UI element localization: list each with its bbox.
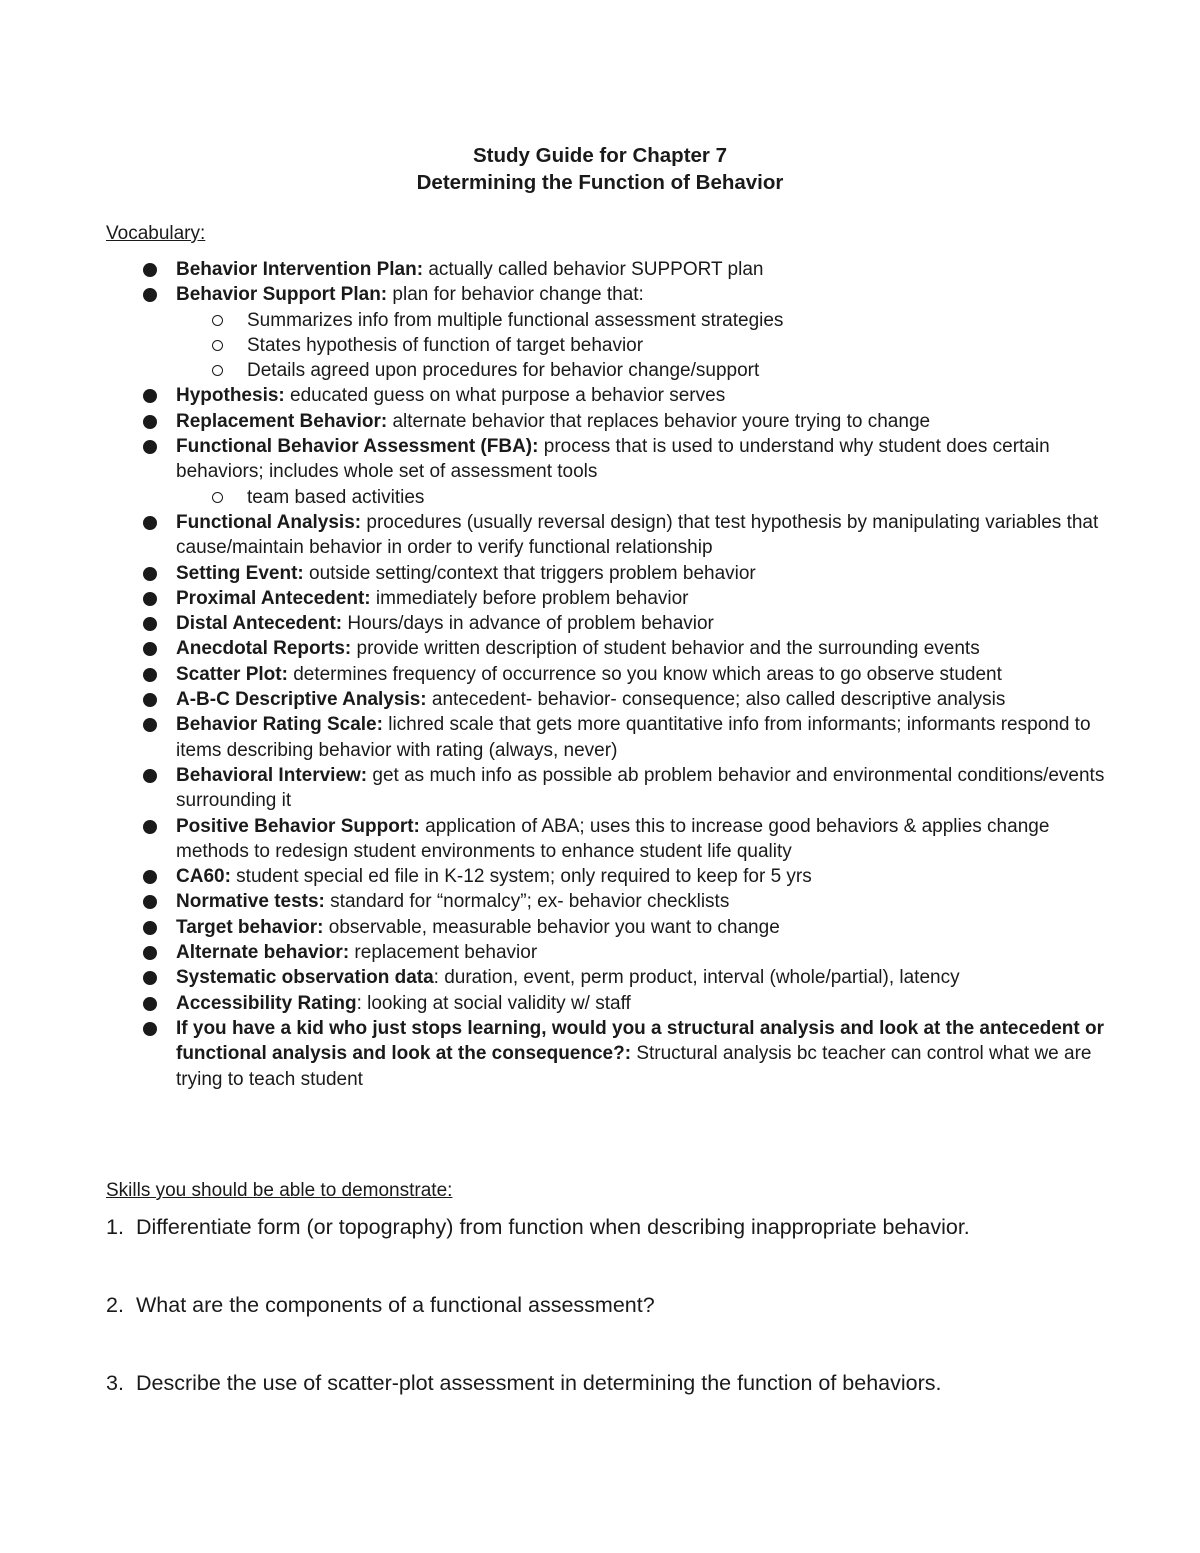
skill-number: 3. xyxy=(106,1371,124,1395)
hollow-circle-icon xyxy=(212,365,223,376)
vocab-definition: immediately before problem behavior xyxy=(370,587,689,609)
vocab-definition: application of ABA; uses this to increase good behaviors & applies change methods to redesign student environments to enhance student life quality xyxy=(176,815,1050,862)
vocab-item xyxy=(106,991,1106,1016)
skill-item xyxy=(106,1212,1106,1242)
vocab-item xyxy=(106,257,1106,282)
vocab-definition: Structural analysis bc teacher can control what we are trying to teach student xyxy=(176,1043,1092,1090)
vocab-item xyxy=(106,814,1106,865)
vocab-item xyxy=(106,611,1106,636)
vocab-item xyxy=(106,915,1106,940)
vocab-term: CA60: xyxy=(176,866,231,888)
bullet-icon xyxy=(143,820,157,834)
vocab-item xyxy=(106,940,1106,965)
vocab-term: Setting Event: xyxy=(176,562,304,584)
vocab-sublist xyxy=(176,485,1106,510)
vocab-term: Positive Behavior Support: xyxy=(176,815,420,837)
vocab-subitem-text: Details agreed upon procedures for behavior change/support xyxy=(247,360,760,382)
vocab-item xyxy=(106,763,1106,814)
hollow-circle-icon xyxy=(212,340,223,351)
vocab-sublist xyxy=(176,308,1106,384)
vocab-term: Behavior Support Plan: xyxy=(176,284,388,306)
bullet-icon xyxy=(143,389,157,403)
bullet-icon xyxy=(143,870,157,884)
vocab-definition: antecedent- behavior- consequence; also called descriptive analysis xyxy=(426,689,1006,711)
vocab-term: Scatter Plot: xyxy=(176,663,288,685)
bullet-icon xyxy=(143,592,157,606)
vocab-definition: determines frequency of occurrence so you know which areas to go observe student xyxy=(287,663,1002,685)
vocabulary-list xyxy=(106,257,1106,1092)
vocab-item xyxy=(106,636,1106,661)
vocab-definition: process that is used to understand why student does certain behaviors; includes whole set of assessment tools xyxy=(176,436,1050,483)
vocab-term: Normative tests: xyxy=(176,891,325,913)
vocab-definition: educated guess on what purpose a behavior serves xyxy=(284,385,726,407)
bullet-icon xyxy=(143,440,157,454)
vocab-term: Behavioral Interview: xyxy=(176,764,368,786)
vocabulary-heading: Vocabulary: xyxy=(106,223,206,244)
vocab-definition: student special ed file in K-12 system; only required to keep for 5 yrs xyxy=(230,866,812,888)
title-line-1: Study Guide for Chapter 7 xyxy=(473,144,727,167)
bullet-icon xyxy=(143,567,157,581)
vocab-term: Behavior Rating Scale: xyxy=(176,714,383,736)
bullet-icon xyxy=(143,921,157,935)
vocab-item xyxy=(106,965,1106,990)
vocab-definition: observable, measurable behavior you want to change xyxy=(323,916,780,938)
vocab-definition: get as much info as possible ab problem behavior and environmental conditions/events surrounding it xyxy=(176,764,1105,812)
vocab-subitem xyxy=(176,333,1106,358)
vocab-term: Behavior Intervention Plan: xyxy=(176,259,424,280)
bullet-icon xyxy=(143,263,157,277)
vocab-term: Alternate behavior: xyxy=(176,942,350,964)
vocab-item xyxy=(106,1016,1106,1092)
bullet-icon xyxy=(143,668,157,682)
vocab-term: Functional Analysis: xyxy=(176,511,362,533)
bullet-icon xyxy=(143,693,157,707)
skill-item xyxy=(106,1290,1106,1320)
vocab-definition: provide written description of student behavior and the surrounding events xyxy=(351,638,980,660)
bullet-icon xyxy=(143,516,157,530)
vocab-item xyxy=(106,687,1106,712)
vocab-item xyxy=(106,409,1106,434)
hollow-circle-icon xyxy=(212,492,223,503)
vocab-term: Proximal Antecedent: xyxy=(176,587,371,609)
bullet-icon xyxy=(143,642,157,656)
bullet-icon xyxy=(143,971,157,985)
vocab-definition: replacement behavior xyxy=(349,942,538,964)
vocab-definition: alternate behavior that replaces behavior youre trying to change xyxy=(387,410,931,432)
vocab-item xyxy=(106,282,1106,383)
vocab-item xyxy=(106,383,1106,408)
vocab-item xyxy=(106,510,1106,561)
vocab-term: Target behavior: xyxy=(176,916,324,938)
title-line-2: Determining the Function of Behavior xyxy=(416,171,784,194)
document-title xyxy=(0,142,1200,196)
vocab-term: Replacement Behavior: xyxy=(176,410,388,432)
vocab-subitem-text: States hypothesis of function of target behavior xyxy=(247,334,644,356)
bullet-icon xyxy=(143,718,157,732)
skill-text: Differentiate form (or topography) from function when describing inappropriate behavior. xyxy=(136,1215,970,1239)
vocab-term: A-B-C Descriptive Analysis: xyxy=(176,689,427,711)
vocab-term: Hypothesis: xyxy=(176,385,285,407)
vocab-item xyxy=(106,889,1106,914)
vocab-definition: plan for behavior change that: xyxy=(387,284,644,306)
vocab-subitem xyxy=(176,308,1106,333)
vocab-item xyxy=(106,662,1106,687)
vocab-subitem-text: Summarizes info from multiple functional assessment strategies xyxy=(247,309,784,331)
bullet-icon xyxy=(143,769,157,783)
vocab-subitem-text: team based activities xyxy=(247,486,425,508)
vocab-term: Distal Antecedent: xyxy=(176,613,343,635)
bullet-icon xyxy=(143,617,157,631)
bullet-icon xyxy=(143,415,157,429)
vocab-definition: procedures (usually reversal design) that test hypothesis by manipulating variables that cause/maintain behavior in order to verify functional relationship xyxy=(176,511,1099,559)
vocab-definition: outside setting/context that triggers problem behavior xyxy=(303,562,756,584)
vocab-definition: actually called behavior SUPPORT plan xyxy=(423,259,764,280)
skills-list xyxy=(106,1212,1106,1446)
skill-text: What are the components of a functional assessment? xyxy=(136,1293,655,1317)
bullet-icon xyxy=(143,288,157,302)
vocab-definition: : looking at social validity w/ staff xyxy=(356,992,631,1014)
vocab-term: Accessibility Rating xyxy=(176,992,357,1014)
vocab-term: If you have a kid who just stops learning, would you a structural analysis and look at the antecedent or functional analysis and look at the consequence?: xyxy=(176,1017,1105,1065)
skills-heading: Skills you should be able to demonstrate: xyxy=(106,1180,453,1201)
vocab-subitem xyxy=(176,358,1106,383)
vocab-item xyxy=(106,434,1106,510)
bullet-icon xyxy=(143,1022,157,1036)
hollow-circle-icon xyxy=(212,315,223,326)
bullet-icon xyxy=(143,895,157,909)
vocab-term: Systematic observation data xyxy=(176,967,434,989)
vocab-definition: standard for “normalcy”; ex- behavior checklists xyxy=(324,891,730,913)
vocab-definition: Hours/days in advance of problem behavior xyxy=(342,613,714,635)
bullet-icon xyxy=(143,997,157,1011)
vocab-item xyxy=(106,561,1106,586)
vocab-definition: lichred scale that gets more quantitative info from informants; informants respond to items describing behavior with rating (always, never) xyxy=(176,714,1091,761)
skill-item xyxy=(106,1368,1106,1398)
vocab-item xyxy=(106,712,1106,763)
vocab-term: Anecdotal Reports: xyxy=(176,638,352,660)
vocab-term: Functional Behavior Assessment (FBA): xyxy=(176,436,539,458)
skill-text: Describe the use of scatter-plot assessment in determining the function of behaviors. xyxy=(136,1371,942,1395)
skill-number: 2. xyxy=(106,1293,124,1317)
bullet-icon xyxy=(143,946,157,960)
vocab-item xyxy=(106,864,1106,889)
vocab-item xyxy=(106,586,1106,611)
vocab-subitem xyxy=(176,485,1106,510)
vocab-definition: : duration, event, perm product, interval (whole/partial), latency xyxy=(433,967,960,989)
skill-number: 1. xyxy=(106,1215,124,1239)
